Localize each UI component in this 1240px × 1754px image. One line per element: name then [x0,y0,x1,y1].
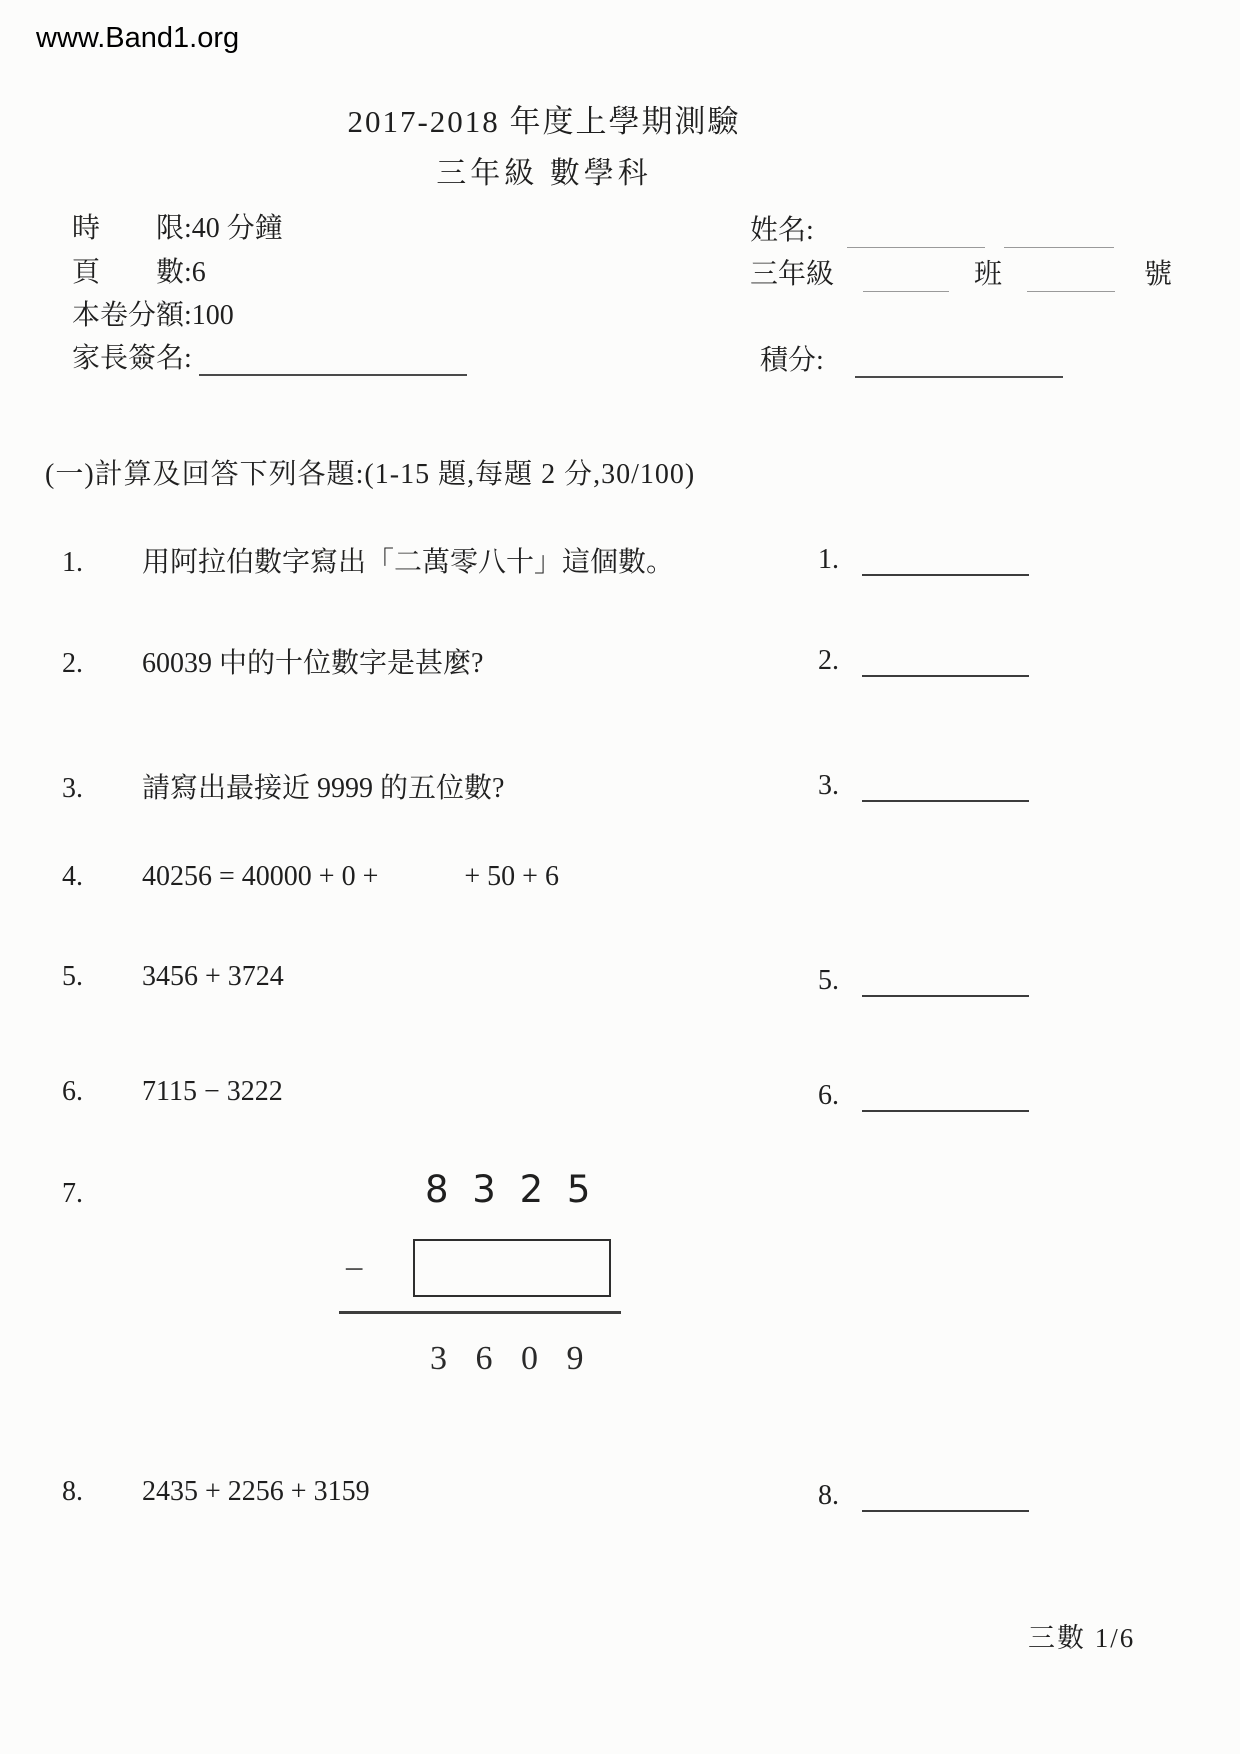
page-count-row: 頁 數:6 [72,257,206,288]
question-8-number: 8. [62,1476,83,1507]
watermark-text: www.Band1.org [36,22,240,54]
total-marks-row: 本卷分額:100 [72,300,234,331]
question-7-difference-digits: 3 6 0 9 [430,1340,594,1377]
minus-sign: − [344,1249,365,1289]
question-3-row [62,766,504,806]
question-4-equation-right: + 50 + 6 [464,861,559,892]
question-3-number: 3. [62,773,83,804]
question-3-text: 請寫出最接近 9999 的五位數? [142,773,505,804]
question-5-text: 3456 + 3724 [142,961,284,992]
question-5-number: 5. [62,961,83,992]
question-1-text: 用阿拉伯數字寫出「二萬零八十」這個數。 [142,547,675,578]
question-2-text: 60039 中的十位數字是甚麼? [142,648,484,679]
answer-2-number: 2. [818,645,839,676]
grade-label: 三年級 [750,259,835,290]
answer-5-slot [818,961,1029,997]
number-label: 號 [1144,259,1173,290]
answer-1-slot [818,540,1029,576]
question-6-number: 6. [62,1076,83,1107]
section-heading: (一)計算及回答下列各題:(1-15 題,每題 2 分,30/100) [45,459,696,490]
student-number-line [1027,258,1115,292]
exam-subtitle: 三年級 數學科 [436,157,652,190]
question-1-number: 1. [62,547,83,578]
question-7-minuend-digits: 8 3 2 5 [425,1168,597,1211]
question-8-text: 2435 + 2256 + 3159 [142,1476,370,1507]
question-6-text: 7115 − 3222 [142,1076,283,1107]
question-7-subtrahend-box [413,1239,611,1297]
time-limit-row: 時 限:40 分鐘 [72,213,283,244]
answer-6-blank-line [862,1076,1029,1112]
exam-title: 2017-2018 年度上學期測驗 [347,104,741,139]
answer-1-number: 1. [818,544,839,575]
question-2-row [62,641,483,681]
question-7-row [62,1178,135,1210]
answer-1-blank-line [862,540,1029,576]
question-2-number: 2. [62,648,83,679]
class-number-row [750,252,1172,292]
score-line [855,344,1063,378]
answer-5-number: 5. [818,965,839,996]
parent-signature-row [72,336,467,376]
score-row [760,338,1063,378]
answer-2-blank-line [862,641,1029,677]
parent-signature-line [199,342,467,376]
answer-8-slot [818,1476,1029,1512]
score-label: 積分: [760,345,824,376]
answer-8-number: 8. [818,1480,839,1511]
answer-6-slot [818,1076,1029,1112]
answer-3-blank-line [862,766,1029,802]
question-4-number: 4. [62,861,83,892]
student-name-label: 姓名: [750,215,814,246]
page-footer-indicator: 三數 1/6 [1028,1623,1136,1653]
question-8-row [62,1476,370,1508]
student-name-line-1 [847,214,985,248]
parent-signature-label: 家長簽名: [72,343,192,374]
answer-2-slot [818,641,1029,677]
student-name-line-2 [1004,214,1114,248]
question-5-row [62,961,284,993]
answer-3-number: 3. [818,770,839,801]
class-blank-line [863,258,949,292]
title-block [244,96,844,192]
question-4-row [62,861,559,893]
answer-6-number: 6. [818,1080,839,1111]
answer-5-blank-line [862,961,1029,997]
answer-3-slot [818,766,1029,802]
answer-8-blank-line [862,1476,1029,1512]
question-6-row [62,1076,283,1108]
class-label: 班 [974,259,1003,290]
question-7-number: 7. [62,1178,83,1209]
question-1-row [62,540,674,580]
student-name-row [750,208,1114,248]
question-7-rule-line [339,1311,621,1314]
question-4-equation-left: 40256 = 40000 + 0 + [142,861,379,892]
